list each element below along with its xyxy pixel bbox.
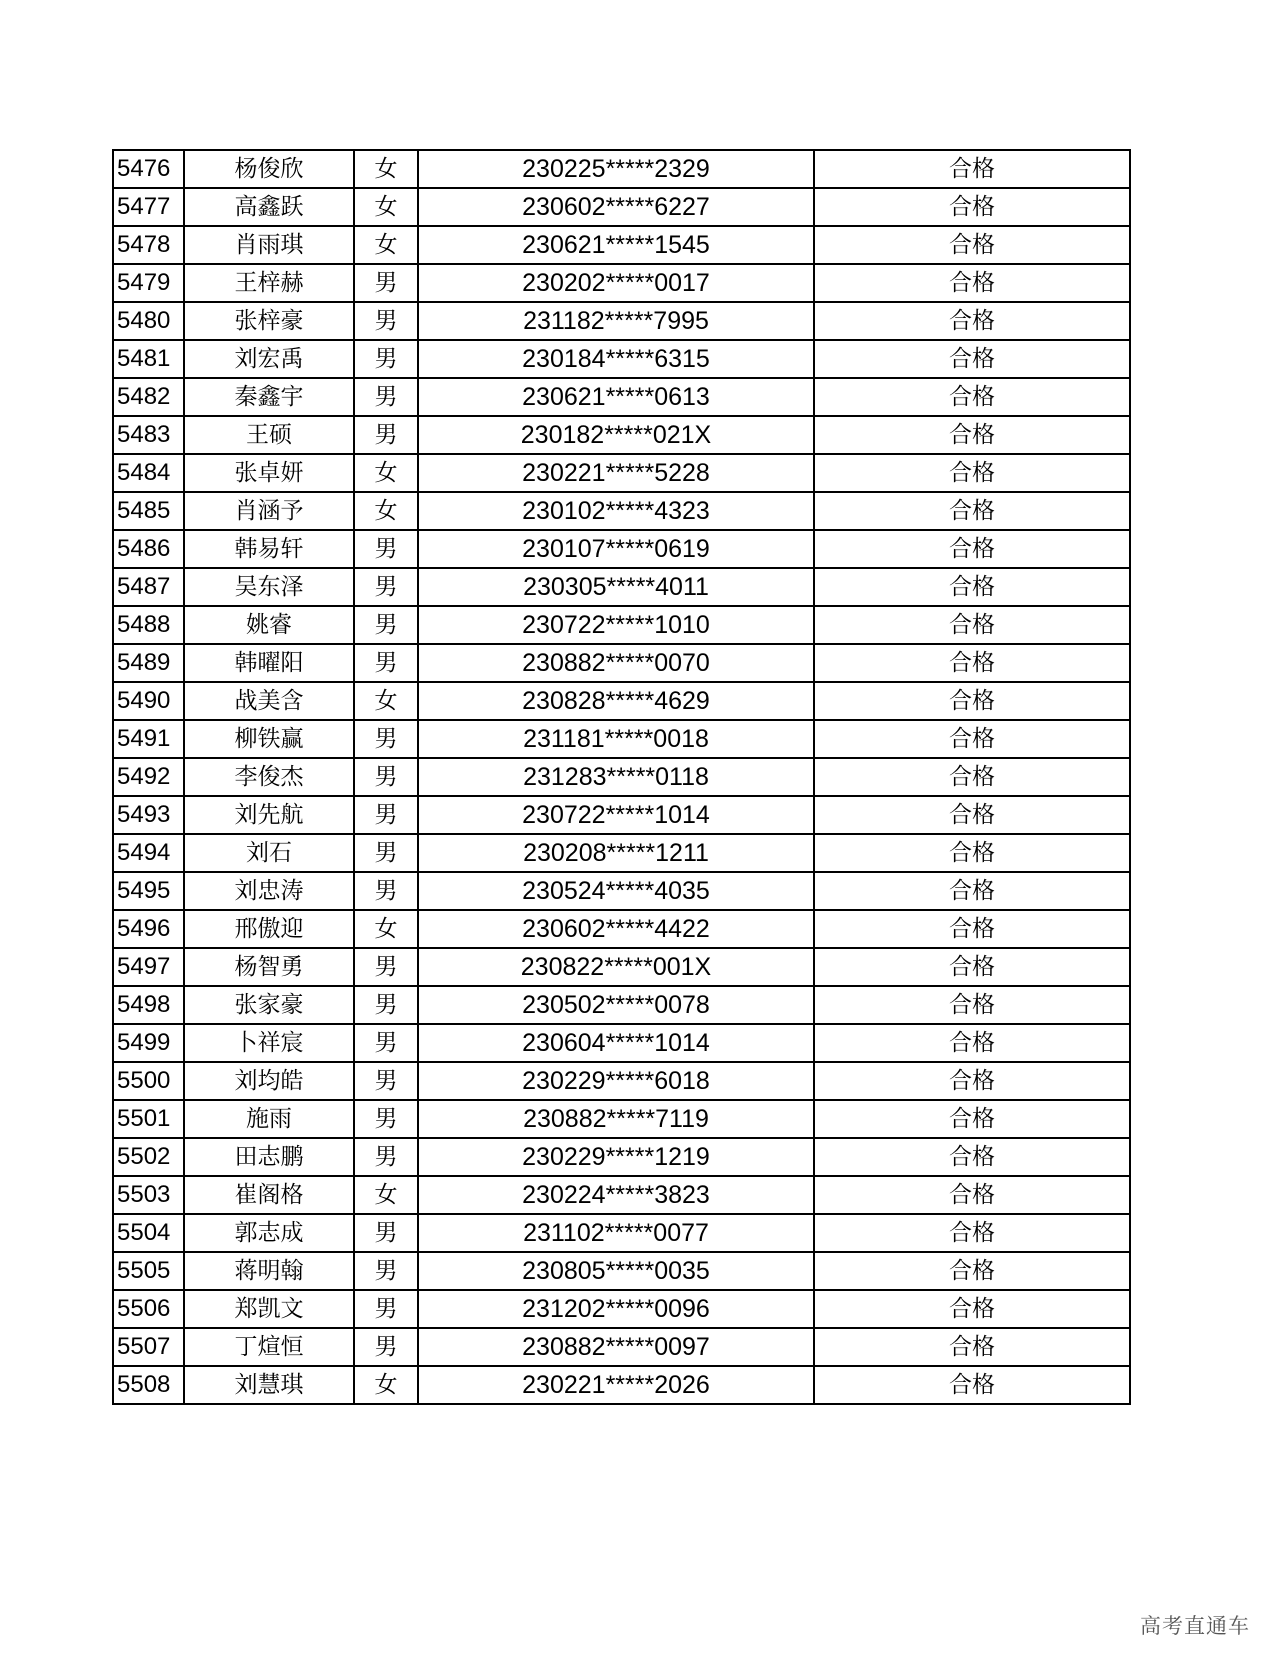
table-row <box>113 682 1130 720</box>
cell-number: 5483 <box>113 416 184 454</box>
cell-number: 5491 <box>113 720 184 758</box>
cell-gender: 男 <box>354 1214 418 1252</box>
cell-id-number: 230602*****6227 <box>418 188 814 226</box>
table-row <box>113 644 1130 682</box>
cell-number: 5479 <box>113 264 184 302</box>
cell-name: 刘石 <box>184 834 354 872</box>
table-row <box>113 1024 1130 1062</box>
cell-number: 5481 <box>113 340 184 378</box>
cell-name: 高鑫跃 <box>184 188 354 226</box>
cell-result: 合格 <box>814 758 1130 796</box>
cell-name: 田志鹏 <box>184 1138 354 1176</box>
cell-gender: 男 <box>354 720 418 758</box>
cell-name: 张卓妍 <box>184 454 354 492</box>
cell-number: 5484 <box>113 454 184 492</box>
cell-id-number: 230229*****1219 <box>418 1138 814 1176</box>
table-row <box>113 378 1130 416</box>
cell-number: 5506 <box>113 1290 184 1328</box>
cell-name: 杨俊欣 <box>184 150 354 188</box>
cell-name: 卜祥宸 <box>184 1024 354 1062</box>
cell-gender: 女 <box>354 150 418 188</box>
cell-result: 合格 <box>814 796 1130 834</box>
cell-number: 5477 <box>113 188 184 226</box>
table-row <box>113 568 1130 606</box>
cell-name: 丁煊恒 <box>184 1328 354 1366</box>
cell-gender: 男 <box>354 872 418 910</box>
cell-gender: 男 <box>354 416 418 454</box>
cell-gender: 男 <box>354 758 418 796</box>
cell-name: 刘先航 <box>184 796 354 834</box>
cell-result: 合格 <box>814 1366 1130 1404</box>
cell-number: 5490 <box>113 682 184 720</box>
cell-number: 5489 <box>113 644 184 682</box>
cell-id-number: 230524*****4035 <box>418 872 814 910</box>
cell-result: 合格 <box>814 644 1130 682</box>
cell-number: 5480 <box>113 302 184 340</box>
cell-name: 施雨 <box>184 1100 354 1138</box>
cell-result: 合格 <box>814 986 1130 1024</box>
cell-result: 合格 <box>814 416 1130 454</box>
cell-number: 5507 <box>113 1328 184 1366</box>
cell-number: 5492 <box>113 758 184 796</box>
cell-id-number: 230604*****1014 <box>418 1024 814 1062</box>
cell-result: 合格 <box>814 1252 1130 1290</box>
cell-result: 合格 <box>814 1138 1130 1176</box>
cell-result: 合格 <box>814 720 1130 758</box>
cell-id-number: 230822*****001X <box>418 948 814 986</box>
cell-result: 合格 <box>814 872 1130 910</box>
table-row <box>113 264 1130 302</box>
cell-gender: 女 <box>354 492 418 530</box>
cell-gender: 女 <box>354 188 418 226</box>
cell-id-number: 230621*****1545 <box>418 226 814 264</box>
cell-result: 合格 <box>814 264 1130 302</box>
cell-id-number: 230229*****6018 <box>418 1062 814 1100</box>
table-row <box>113 1366 1130 1404</box>
cell-name: 崔阁格 <box>184 1176 354 1214</box>
table-row <box>113 948 1130 986</box>
cell-id-number: 230502*****0078 <box>418 986 814 1024</box>
cell-name: 韩易轩 <box>184 530 354 568</box>
cell-id-number: 230882*****0070 <box>418 644 814 682</box>
cell-number: 5501 <box>113 1100 184 1138</box>
table-row <box>113 302 1130 340</box>
cell-number: 5487 <box>113 568 184 606</box>
cell-result: 合格 <box>814 1214 1130 1252</box>
cell-result: 合格 <box>814 492 1130 530</box>
cell-name: 吴东泽 <box>184 568 354 606</box>
table-row <box>113 834 1130 872</box>
table-row <box>113 188 1130 226</box>
table-row <box>113 720 1130 758</box>
cell-gender: 男 <box>354 834 418 872</box>
cell-number: 5478 <box>113 226 184 264</box>
table-row <box>113 1100 1130 1138</box>
cell-gender: 男 <box>354 340 418 378</box>
cell-gender: 男 <box>354 948 418 986</box>
cell-name: 秦鑫宇 <box>184 378 354 416</box>
cell-result: 合格 <box>814 1024 1130 1062</box>
cell-gender: 女 <box>354 1176 418 1214</box>
cell-id-number: 231202*****0096 <box>418 1290 814 1328</box>
cell-id-number: 231283*****0118 <box>418 758 814 796</box>
cell-id-number: 230805*****0035 <box>418 1252 814 1290</box>
cell-id-number: 230828*****4629 <box>418 682 814 720</box>
table-row <box>113 986 1130 1024</box>
table-row <box>113 606 1130 644</box>
cell-gender: 女 <box>354 454 418 492</box>
cell-number: 5502 <box>113 1138 184 1176</box>
cell-gender: 女 <box>354 1366 418 1404</box>
cell-result: 合格 <box>814 530 1130 568</box>
cell-name: 刘均皓 <box>184 1062 354 1100</box>
cell-result: 合格 <box>814 1328 1130 1366</box>
cell-gender: 男 <box>354 264 418 302</box>
cell-result: 合格 <box>814 606 1130 644</box>
cell-result: 合格 <box>814 302 1130 340</box>
cell-name: 刘忠涛 <box>184 872 354 910</box>
cell-number: 5499 <box>113 1024 184 1062</box>
cell-result: 合格 <box>814 834 1130 872</box>
cell-number: 5494 <box>113 834 184 872</box>
cell-id-number: 230882*****7119 <box>418 1100 814 1138</box>
cell-gender: 男 <box>354 796 418 834</box>
cell-id-number: 230225*****2329 <box>418 150 814 188</box>
cell-gender: 男 <box>354 1024 418 1062</box>
cell-gender: 男 <box>354 606 418 644</box>
cell-gender: 男 <box>354 1328 418 1366</box>
cell-name: 邢傲迎 <box>184 910 354 948</box>
cell-id-number: 230305*****4011 <box>418 568 814 606</box>
table-row <box>113 796 1130 834</box>
cell-gender: 女 <box>354 910 418 948</box>
cell-gender: 男 <box>354 1062 418 1100</box>
cell-name: 郑凯文 <box>184 1290 354 1328</box>
cell-name: 蒋明翰 <box>184 1252 354 1290</box>
cell-name: 刘慧琪 <box>184 1366 354 1404</box>
cell-result: 合格 <box>814 1100 1130 1138</box>
cell-gender: 男 <box>354 1138 418 1176</box>
table-row <box>113 492 1130 530</box>
cell-name: 韩曜阳 <box>184 644 354 682</box>
cell-gender: 男 <box>354 302 418 340</box>
cell-id-number: 230221*****2026 <box>418 1366 814 1404</box>
table-row <box>113 910 1130 948</box>
cell-id-number: 231182*****7995 <box>418 302 814 340</box>
cell-id-number: 230621*****0613 <box>418 378 814 416</box>
table-row <box>113 1062 1130 1100</box>
cell-number: 5508 <box>113 1366 184 1404</box>
cell-result: 合格 <box>814 1176 1130 1214</box>
cell-number: 5500 <box>113 1062 184 1100</box>
cell-gender: 女 <box>354 682 418 720</box>
cell-name: 张梓豪 <box>184 302 354 340</box>
table-row <box>113 1290 1130 1328</box>
cell-result: 合格 <box>814 454 1130 492</box>
cell-name: 姚睿 <box>184 606 354 644</box>
cell-name: 肖雨琪 <box>184 226 354 264</box>
cell-result: 合格 <box>814 948 1130 986</box>
cell-result: 合格 <box>814 378 1130 416</box>
cell-id-number: 230221*****5228 <box>418 454 814 492</box>
cell-result: 合格 <box>814 1290 1130 1328</box>
table-row <box>113 1328 1130 1366</box>
table-row <box>113 1252 1130 1290</box>
cell-gender: 男 <box>354 530 418 568</box>
cell-result: 合格 <box>814 226 1130 264</box>
table-row <box>113 454 1130 492</box>
cell-gender: 男 <box>354 1290 418 1328</box>
cell-name: 柳铁赢 <box>184 720 354 758</box>
table-row <box>113 226 1130 264</box>
cell-number: 5485 <box>113 492 184 530</box>
cell-result: 合格 <box>814 1062 1130 1100</box>
cell-id-number: 231181*****0018 <box>418 720 814 758</box>
cell-gender: 男 <box>354 1252 418 1290</box>
table-row <box>113 340 1130 378</box>
table-row <box>113 872 1130 910</box>
cell-number: 5498 <box>113 986 184 1024</box>
cell-result: 合格 <box>814 682 1130 720</box>
cell-name: 李俊杰 <box>184 758 354 796</box>
cell-result: 合格 <box>814 910 1130 948</box>
cell-name: 张家豪 <box>184 986 354 1024</box>
table-row <box>113 1138 1130 1176</box>
table-row <box>113 1176 1130 1214</box>
results-table <box>112 149 1131 1405</box>
cell-name: 战美含 <box>184 682 354 720</box>
cell-id-number: 230107*****0619 <box>418 530 814 568</box>
cell-id-number: 230184*****6315 <box>418 340 814 378</box>
cell-number: 5496 <box>113 910 184 948</box>
cell-number: 5505 <box>113 1252 184 1290</box>
table-row <box>113 758 1130 796</box>
cell-gender: 女 <box>354 226 418 264</box>
cell-id-number: 230202*****0017 <box>418 264 814 302</box>
table-row <box>113 1214 1130 1252</box>
cell-number: 5503 <box>113 1176 184 1214</box>
cell-number: 5495 <box>113 872 184 910</box>
cell-id-number: 231102*****0077 <box>418 1214 814 1252</box>
cell-id-number: 230602*****4422 <box>418 910 814 948</box>
cell-gender: 男 <box>354 568 418 606</box>
watermark-text: 高考直通车 <box>1140 1614 1250 1638</box>
table-row <box>113 530 1130 568</box>
cell-name: 王梓赫 <box>184 264 354 302</box>
cell-id-number: 230182*****021X <box>418 416 814 454</box>
cell-name: 王硕 <box>184 416 354 454</box>
cell-number: 5482 <box>113 378 184 416</box>
cell-id-number: 230208*****1211 <box>418 834 814 872</box>
cell-name: 刘宏禹 <box>184 340 354 378</box>
cell-id-number: 230882*****0097 <box>418 1328 814 1366</box>
cell-result: 合格 <box>814 150 1130 188</box>
cell-gender: 男 <box>354 378 418 416</box>
cell-id-number: 230722*****1014 <box>418 796 814 834</box>
cell-gender: 男 <box>354 644 418 682</box>
cell-number: 5476 <box>113 150 184 188</box>
cell-gender: 男 <box>354 986 418 1024</box>
cell-number: 5493 <box>113 796 184 834</box>
cell-id-number: 230224*****3823 <box>418 1176 814 1214</box>
cell-number: 5497 <box>113 948 184 986</box>
cell-id-number: 230722*****1010 <box>418 606 814 644</box>
cell-result: 合格 <box>814 340 1130 378</box>
cell-number: 5504 <box>113 1214 184 1252</box>
cell-id-number: 230102*****4323 <box>418 492 814 530</box>
cell-result: 合格 <box>814 188 1130 226</box>
cell-number: 5488 <box>113 606 184 644</box>
cell-name: 郭志成 <box>184 1214 354 1252</box>
table-row <box>113 416 1130 454</box>
cell-result: 合格 <box>814 568 1130 606</box>
cell-number: 5486 <box>113 530 184 568</box>
results-table-body <box>113 150 1130 1404</box>
cell-gender: 男 <box>354 1100 418 1138</box>
table-row <box>113 150 1130 188</box>
cell-name: 肖涵予 <box>184 492 354 530</box>
cell-name: 杨智勇 <box>184 948 354 986</box>
